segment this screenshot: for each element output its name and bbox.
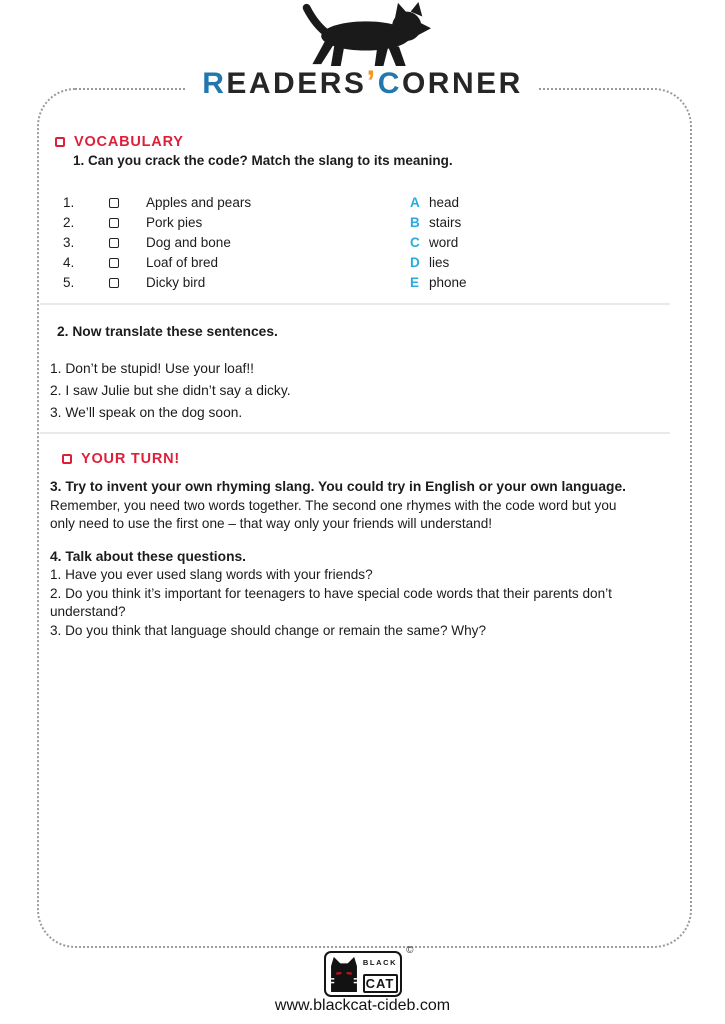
title-letter-c: C <box>377 67 402 100</box>
walking-cat-icon <box>288 0 438 70</box>
checkbox-icon <box>109 198 119 208</box>
item-number: 2. <box>63 214 75 230</box>
meaning: stairs <box>429 214 462 230</box>
title-letter-r: R <box>202 67 227 100</box>
slang-term: Dicky bird <box>146 274 206 290</box>
answer-letter: D <box>410 254 420 270</box>
match-list <box>63 192 692 292</box>
readers-corner-logo <box>0 0 725 100</box>
exercise3-title: 3. Try to invent your own rhyming slang. You could try in English or your own language. <box>50 479 626 494</box>
item-number: 4. <box>63 254 75 270</box>
publisher-url: www.blackcat-cideb.com <box>274 997 451 1014</box>
checkbox-cell <box>109 275 146 290</box>
exercise3-body: Remember, you need two words together. The second one rhymes with the code word but you only need to use the first one – that way only your friends will understand! <box>50 498 617 531</box>
item-number: 1. <box>63 194 75 210</box>
match-row <box>63 272 692 292</box>
checkbox-cell <box>109 195 146 210</box>
discussion-questions <box>50 566 640 640</box>
match-row <box>63 212 692 232</box>
slang-term: Loaf of bred <box>146 254 219 270</box>
vocabulary-heading <box>55 134 692 150</box>
sentence: 1. Don’t be stupid! Use your loaf!! <box>50 361 254 376</box>
question: 3. Do you think that language should change or remain the same? Why? <box>50 622 487 638</box>
cat-face-icon <box>328 955 360 992</box>
checkbox-icon <box>109 218 119 228</box>
slang-term: Pork pies <box>146 214 203 230</box>
your-turn-heading <box>62 451 692 467</box>
logo-word-black: BLACK <box>362 958 398 967</box>
match-row <box>63 192 692 212</box>
red-checkbox-icon <box>55 137 65 147</box>
meaning: word <box>429 234 459 250</box>
checkbox-icon <box>109 278 119 288</box>
black-cat-logo-box <box>324 945 414 997</box>
black-cat-publisher-logo <box>324 945 414 997</box>
vocabulary-heading-label: VOCABULARY <box>74 134 184 150</box>
meaning: phone <box>429 274 467 290</box>
logo-text-column <box>363 955 398 993</box>
slang-term: Apples and pears <box>146 194 252 210</box>
checkbox-cell <box>109 255 146 270</box>
item-number: 3. <box>63 234 75 250</box>
exercise2-title: 2. Now translate these sentences. <box>57 324 278 339</box>
question: 2. Do you think it’s important for teenagers to have special code words that their parents don’t understand? <box>50 585 612 619</box>
section-divider <box>40 432 670 434</box>
question: 1. Have you ever used slang words with your friends? <box>50 567 373 582</box>
checkbox-icon <box>109 238 119 248</box>
meaning: head <box>429 194 460 210</box>
answer-letter: E <box>410 274 420 290</box>
page-title <box>186 66 539 100</box>
item-number: 5. <box>63 274 75 290</box>
match-row <box>63 252 692 272</box>
sentence: 3. We’ll speak on the dog soon. <box>50 405 243 420</box>
sentence: 2. I saw Julie but she didn’t say a dicky. <box>50 383 291 398</box>
title-apostrophe: ’ <box>366 64 378 100</box>
section-divider <box>40 303 670 305</box>
worksheet-content <box>37 88 692 640</box>
red-checkbox-icon <box>62 454 72 464</box>
answer-letter: C <box>410 234 420 250</box>
copyright-symbol: © <box>406 945 414 956</box>
checkbox-cell <box>109 215 146 230</box>
match-row <box>63 232 692 252</box>
checkbox-icon <box>109 258 119 268</box>
your-turn-heading-label: YOUR TURN! <box>81 451 181 467</box>
title-eaders: EADERS <box>226 67 367 100</box>
translate-sentences <box>50 358 692 424</box>
checkbox-cell <box>109 235 146 250</box>
title-orner: ORNER <box>401 67 523 100</box>
exercise4-title: 4. Talk about these questions. <box>50 549 247 564</box>
meaning: lies <box>429 254 450 270</box>
slang-term: Dog and bone <box>146 234 231 250</box>
exercise1-title: 1. Can you crack the code? Match the slang to its meaning. <box>73 153 453 168</box>
answer-letter: A <box>410 194 420 210</box>
logo-word-cat: CAT <box>363 974 398 993</box>
answer-letter: B <box>410 214 420 230</box>
